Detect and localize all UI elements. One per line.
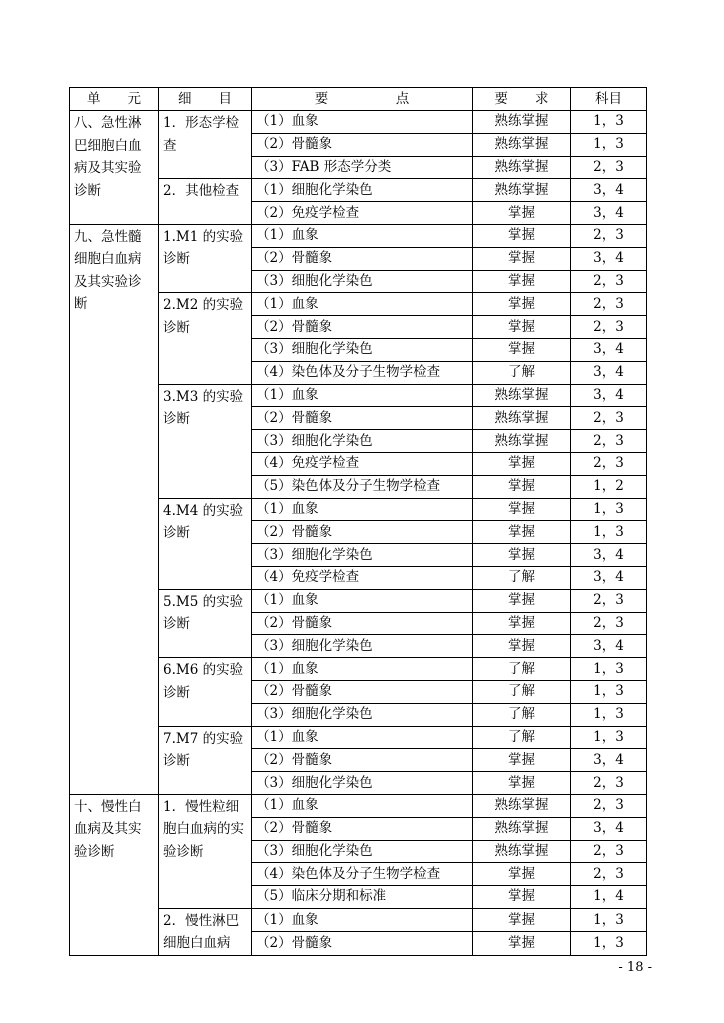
point-cell: （3）细胞化学染色 bbox=[252, 840, 473, 863]
point-cell: （2）免疫学检查 bbox=[252, 202, 473, 225]
subject-cell: 2，3 bbox=[571, 794, 647, 817]
subject-cell: 3，4 bbox=[571, 566, 647, 589]
point-cell: （3）细胞化学染色 bbox=[252, 338, 473, 361]
header-subject: 科目 bbox=[571, 88, 647, 111]
point-cell: （1）血象 bbox=[252, 794, 473, 817]
point-cell: （5）临床分期和标准 bbox=[252, 886, 473, 909]
subject-cell: 2，3 bbox=[571, 772, 647, 795]
subject-cell: 1，3 bbox=[571, 111, 647, 134]
requirement-cell: 掌握 bbox=[473, 224, 571, 247]
header-point: 要 点 bbox=[252, 88, 473, 111]
subject-cell: 1，3 bbox=[571, 521, 647, 544]
requirement-cell: 熟练掌握 bbox=[473, 384, 571, 407]
subject-cell: 3，4 bbox=[571, 338, 647, 361]
table-row bbox=[70, 111, 647, 134]
table-row bbox=[70, 224, 647, 247]
point-cell: （2）骨髓象 bbox=[252, 407, 473, 430]
requirement-cell: 了解 bbox=[473, 680, 571, 703]
requirement-cell: 掌握 bbox=[473, 475, 571, 498]
item-cell: 5.M5 的实验诊断 bbox=[159, 589, 252, 657]
point-cell: （1）血象 bbox=[252, 384, 473, 407]
subject-cell: 3，4 bbox=[571, 749, 647, 772]
point-cell: （1）血象 bbox=[252, 589, 473, 612]
requirement-cell: 掌握 bbox=[473, 635, 571, 658]
subject-cell: 3，4 bbox=[571, 179, 647, 202]
requirement-cell: 掌握 bbox=[473, 521, 571, 544]
subject-cell: 1，3 bbox=[571, 498, 647, 521]
item-cell: 7.M7 的实验诊断 bbox=[159, 726, 252, 794]
point-cell: （3）细胞化学染色 bbox=[252, 270, 473, 293]
requirement-cell: 熟练掌握 bbox=[473, 840, 571, 863]
point-cell: （4）免疫学检查 bbox=[252, 566, 473, 589]
point-cell: （2）骨髓象 bbox=[252, 612, 473, 635]
requirement-cell: 掌握 bbox=[473, 544, 571, 567]
subject-cell: 3，4 bbox=[571, 361, 647, 384]
point-cell: （2）骨髓象 bbox=[252, 932, 473, 956]
subject-cell: 3，4 bbox=[571, 817, 647, 840]
point-cell: （4）染色体及分子生物学检查 bbox=[252, 863, 473, 886]
requirement-cell: 了解 bbox=[473, 703, 571, 726]
subject-cell: 1，3 bbox=[571, 680, 647, 703]
point-cell: （3）FAB 形态学分类 bbox=[252, 156, 473, 179]
point-cell: （5）染色体及分子生物学检查 bbox=[252, 475, 473, 498]
subject-cell: 1，3 bbox=[571, 908, 647, 932]
requirement-cell: 了解 bbox=[473, 658, 571, 681]
requirement-cell: 熟练掌握 bbox=[473, 133, 571, 156]
syllabus-table bbox=[69, 87, 647, 956]
subject-cell: 3，4 bbox=[571, 202, 647, 225]
subject-cell: 3，4 bbox=[571, 247, 647, 270]
requirement-cell: 掌握 bbox=[473, 498, 571, 521]
point-cell: （1）血象 bbox=[252, 293, 473, 316]
requirement-cell: 掌握 bbox=[473, 772, 571, 795]
header-unit: 单 元 bbox=[70, 88, 159, 111]
unit-cell: 八、急性淋巴细胞白血病及其实验诊断 bbox=[70, 111, 159, 225]
subject-cell: 1，3 bbox=[571, 658, 647, 681]
subject-cell: 1，4 bbox=[571, 886, 647, 909]
point-cell: （4）染色体及分子生物学检查 bbox=[252, 361, 473, 384]
subject-cell: 1，3 bbox=[571, 726, 647, 749]
point-cell: （2）骨髓象 bbox=[252, 247, 473, 270]
requirement-cell: 掌握 bbox=[473, 612, 571, 635]
item-cell: 3.M3 的实验诊断 bbox=[159, 384, 252, 498]
subject-cell: 2，3 bbox=[571, 316, 647, 339]
requirement-cell: 熟练掌握 bbox=[473, 111, 571, 134]
subject-cell: 1，2 bbox=[571, 475, 647, 498]
requirement-cell: 掌握 bbox=[473, 452, 571, 475]
requirement-cell: 掌握 bbox=[473, 863, 571, 886]
point-cell: （1）血象 bbox=[252, 224, 473, 247]
requirement-cell: 掌握 bbox=[473, 589, 571, 612]
header-item: 细 目 bbox=[159, 88, 252, 111]
item-cell: 2．慢性淋巴细胞白血病 bbox=[159, 908, 252, 955]
requirement-cell: 掌握 bbox=[473, 338, 571, 361]
table-row bbox=[70, 794, 647, 817]
point-cell: （2）骨髓象 bbox=[252, 521, 473, 544]
header-requirement: 要 求 bbox=[473, 88, 571, 111]
point-cell: （3）细胞化学染色 bbox=[252, 635, 473, 658]
point-cell: （1）血象 bbox=[252, 726, 473, 749]
item-cell: 1．慢性粒细胞白血病的实验诊断 bbox=[159, 794, 252, 908]
subject-cell: 2，3 bbox=[571, 430, 647, 453]
item-cell: 2．其他检查 bbox=[159, 179, 252, 225]
subject-cell: 2，3 bbox=[571, 407, 647, 430]
requirement-cell: 熟练掌握 bbox=[473, 794, 571, 817]
point-cell: （2）骨髓象 bbox=[252, 680, 473, 703]
point-cell: （3）细胞化学染色 bbox=[252, 703, 473, 726]
subject-cell: 2，3 bbox=[571, 840, 647, 863]
header-row bbox=[70, 88, 647, 111]
point-cell: （1）血象 bbox=[252, 498, 473, 521]
point-cell: （3）细胞化学染色 bbox=[252, 544, 473, 567]
subject-cell: 2，3 bbox=[571, 589, 647, 612]
point-cell: （2）骨髓象 bbox=[252, 817, 473, 840]
requirement-cell: 熟练掌握 bbox=[473, 179, 571, 202]
point-cell: （1）细胞化学染色 bbox=[252, 179, 473, 202]
requirement-cell: 掌握 bbox=[473, 270, 571, 293]
item-cell: 4.M4 的实验诊断 bbox=[159, 498, 252, 589]
requirement-cell: 掌握 bbox=[473, 316, 571, 339]
requirement-cell: 熟练掌握 bbox=[473, 156, 571, 179]
requirement-cell: 了解 bbox=[473, 726, 571, 749]
subject-cell: 2，3 bbox=[571, 452, 647, 475]
point-cell: （2）骨髓象 bbox=[252, 133, 473, 156]
requirement-cell: 掌握 bbox=[473, 908, 571, 932]
point-cell: （1）血象 bbox=[252, 111, 473, 134]
page-number: - 18 - bbox=[618, 960, 652, 975]
item-cell: 1.M1 的实验诊断 bbox=[159, 224, 252, 292]
requirement-cell: 掌握 bbox=[473, 293, 571, 316]
subject-cell: 3，4 bbox=[571, 544, 647, 567]
unit-cell: 九、急性髓细胞白血病及其实验诊断 bbox=[70, 224, 159, 794]
requirement-cell: 了解 bbox=[473, 566, 571, 589]
subject-cell: 2，3 bbox=[571, 156, 647, 179]
requirement-cell: 掌握 bbox=[473, 932, 571, 956]
subject-cell: 2，3 bbox=[571, 270, 647, 293]
point-cell: （3）细胞化学染色 bbox=[252, 430, 473, 453]
point-cell: （4）免疫学检查 bbox=[252, 452, 473, 475]
subject-cell: 2，3 bbox=[571, 612, 647, 635]
item-cell: 2.M2 的实验诊断 bbox=[159, 293, 252, 384]
subject-cell: 1，3 bbox=[571, 932, 647, 956]
subject-cell: 1，3 bbox=[571, 703, 647, 726]
table-body bbox=[70, 111, 647, 956]
requirement-cell: 了解 bbox=[473, 361, 571, 384]
subject-cell: 1，3 bbox=[571, 133, 647, 156]
subject-cell: 3，4 bbox=[571, 635, 647, 658]
requirement-cell: 掌握 bbox=[473, 886, 571, 909]
point-cell: （2）骨髓象 bbox=[252, 316, 473, 339]
point-cell: （3）细胞化学染色 bbox=[252, 772, 473, 795]
requirement-cell: 掌握 bbox=[473, 202, 571, 225]
requirement-cell: 熟练掌握 bbox=[473, 407, 571, 430]
item-cell: 6.M6 的实验诊断 bbox=[159, 658, 252, 726]
requirement-cell: 熟练掌握 bbox=[473, 430, 571, 453]
item-cell: 1．形态学检查 bbox=[159, 111, 252, 179]
unit-cell: 十、慢性白血病及其实验诊断 bbox=[70, 794, 159, 955]
point-cell: （2）骨髓象 bbox=[252, 749, 473, 772]
requirement-cell: 熟练掌握 bbox=[473, 817, 571, 840]
point-cell: （1）血象 bbox=[252, 658, 473, 681]
requirement-cell: 掌握 bbox=[473, 749, 571, 772]
requirement-cell: 掌握 bbox=[473, 247, 571, 270]
point-cell: （1）血象 bbox=[252, 908, 473, 932]
subject-cell: 2，3 bbox=[571, 224, 647, 247]
subject-cell: 3，4 bbox=[571, 384, 647, 407]
subject-cell: 2，3 bbox=[571, 863, 647, 886]
subject-cell: 2，3 bbox=[571, 293, 647, 316]
